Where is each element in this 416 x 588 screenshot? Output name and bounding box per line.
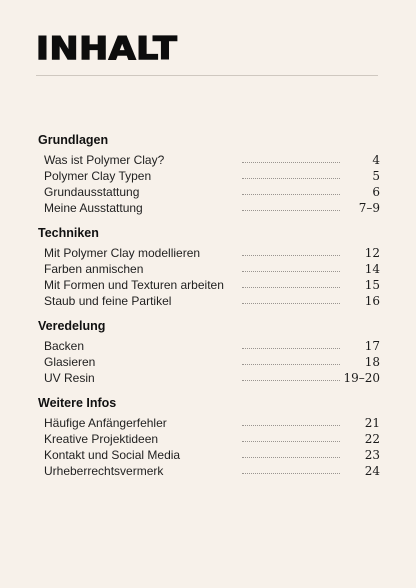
dot-leader (242, 287, 340, 288)
entry-label: Backen (44, 339, 85, 353)
toc-entry[interactable] (38, 245, 380, 261)
title-divider (36, 75, 378, 76)
entry-page-number: 17 (364, 339, 380, 353)
entry-page-number: 22 (364, 432, 380, 446)
entry-page-number: 15 (364, 278, 380, 292)
entry-label: Häufige Anfängerfehler (44, 416, 167, 430)
entry-page-number: 16 (364, 294, 380, 308)
toc-entry[interactable] (38, 293, 380, 309)
section-title: Veredelung (38, 319, 106, 333)
entry-page-number: 5 (372, 169, 380, 183)
section-title: Grundlagen (38, 133, 109, 147)
entry-page-number: 23 (364, 448, 380, 462)
dot-leader (242, 380, 340, 381)
entry-page-number: 7–9 (358, 201, 380, 215)
entry-label: Grundausstattung (44, 185, 140, 199)
toc-entry[interactable] (38, 200, 380, 216)
entry-label: Kreative Projektideen (44, 432, 159, 446)
entry-label: Polymer Clay Typen (44, 169, 152, 183)
entry-page-number: 14 (364, 262, 380, 276)
toc-entry[interactable] (38, 152, 380, 168)
entry-label: Mit Formen und Texturen arbeiten (44, 278, 224, 292)
dot-leader (242, 210, 340, 211)
entry-label: Staub und feine Partikel (44, 294, 172, 308)
toc-entry[interactable] (38, 463, 380, 479)
toc-entry[interactable] (38, 168, 380, 184)
page-title: INHALT (36, 31, 178, 67)
dot-leader (242, 457, 340, 458)
entry-page-number: 18 (364, 355, 380, 369)
toc-entry[interactable] (38, 261, 380, 277)
entry-page-number: 6 (372, 185, 380, 199)
table-of-contents (38, 131, 380, 487)
dot-leader (242, 255, 340, 256)
entry-label: Mit Polymer Clay modellieren (44, 246, 201, 260)
entry-page-number: 19–20 (343, 371, 380, 385)
toc-section-veredelung (38, 317, 380, 386)
dot-leader (242, 178, 340, 179)
dot-leader (242, 271, 340, 272)
entry-label: UV Resin (44, 371, 95, 385)
toc-entry[interactable] (38, 415, 380, 431)
dot-leader (242, 194, 340, 195)
dot-leader (242, 348, 340, 349)
toc-entry[interactable] (38, 338, 380, 354)
entry-label: Urheberrechtsvermerk (44, 464, 164, 478)
entry-page-number: 21 (364, 416, 380, 430)
dot-leader (242, 364, 340, 365)
dot-leader (242, 162, 340, 163)
entry-page-number: 24 (364, 464, 380, 478)
dot-leader (242, 303, 340, 304)
section-title: Techniken (38, 226, 99, 240)
section-title: Weitere Infos (38, 396, 117, 410)
toc-section-weitere-infos (38, 394, 380, 479)
entry-page-number: 12 (364, 246, 380, 260)
toc-entry[interactable] (38, 277, 380, 293)
entry-label: Was ist Polymer Clay? (44, 153, 165, 167)
toc-entry[interactable] (38, 431, 380, 447)
entry-page-number: 4 (372, 153, 380, 167)
entry-label: Glasieren (44, 355, 96, 369)
dot-leader (242, 473, 340, 474)
dot-leader (242, 441, 340, 442)
toc-entry[interactable] (38, 354, 380, 370)
toc-entry[interactable] (38, 370, 380, 386)
dot-leader (242, 425, 340, 426)
toc-entry[interactable] (38, 184, 380, 200)
entry-label: Kontakt und Social Media (44, 448, 181, 462)
toc-entry[interactable] (38, 447, 380, 463)
entry-label: Meine Ausstattung (44, 201, 143, 215)
entry-label: Farben anmischen (44, 262, 144, 276)
toc-section-grundlagen (38, 131, 380, 216)
toc-section-techniken (38, 224, 380, 309)
